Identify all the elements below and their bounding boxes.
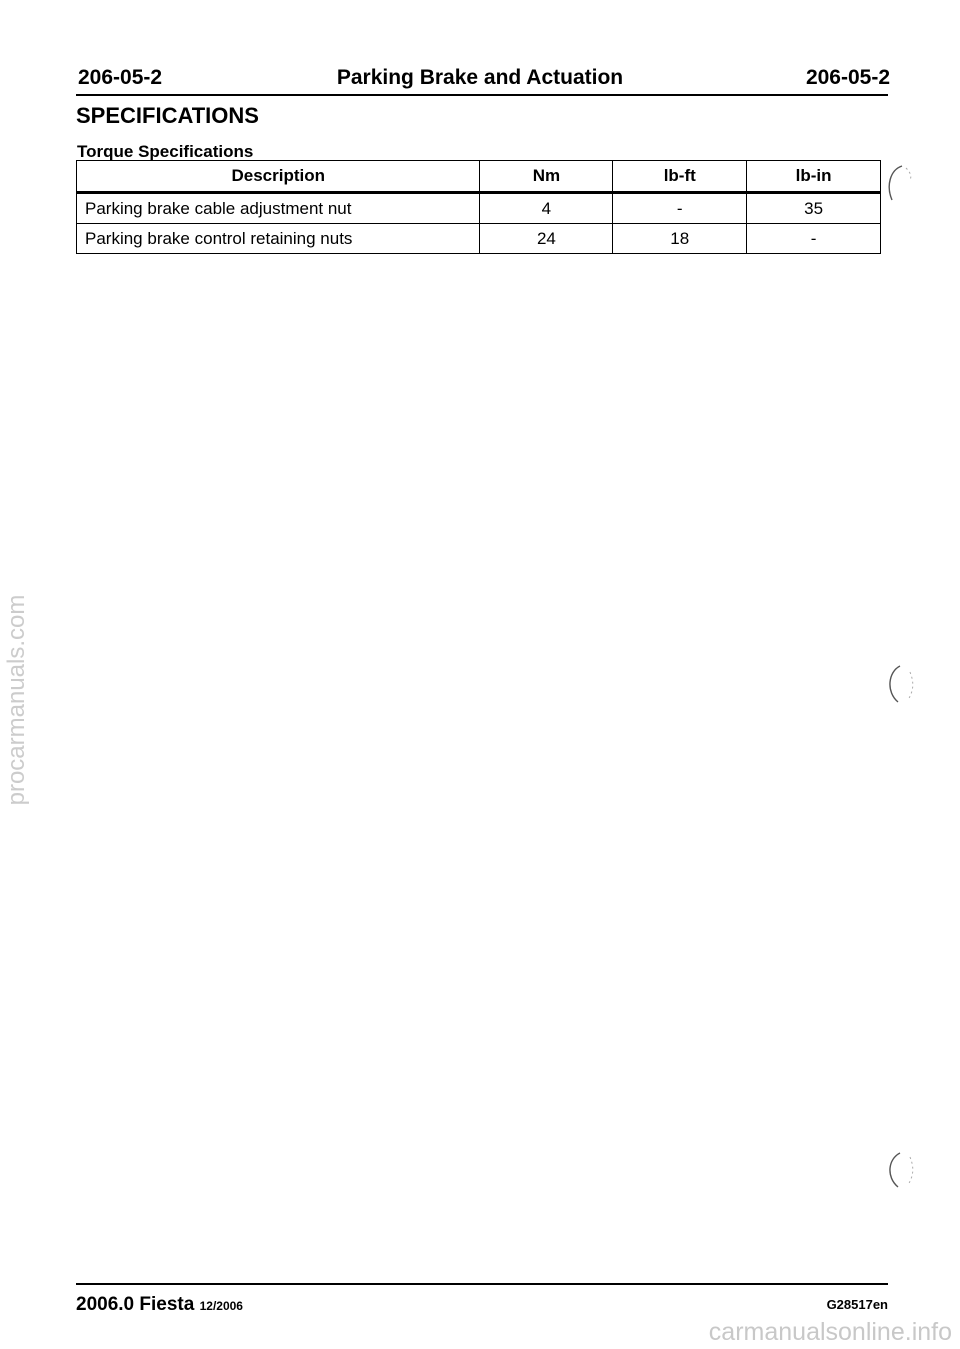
- cell-lb-ft: 18: [613, 224, 747, 254]
- table-row: [77, 224, 881, 254]
- table-header-row: [77, 161, 881, 193]
- header-right-code: 206-05-2: [805, 66, 890, 89]
- table-title: Torque Specifications: [77, 142, 254, 161]
- column-header-description: Description: [77, 161, 480, 193]
- torque-spec-table: [76, 160, 881, 254]
- header-title: Parking Brake and Actuation: [336, 66, 624, 89]
- header-left-code: 206-05-2: [78, 66, 163, 89]
- footer-rule: [76, 1283, 888, 1285]
- cell-nm: 4: [480, 193, 613, 224]
- cell-lb-ft: -: [613, 193, 747, 224]
- cell-nm: 24: [480, 224, 613, 254]
- cell-lb-in: 35: [747, 193, 881, 224]
- section-title: SPECIFICATIONS: [76, 103, 259, 128]
- binder-hole-mark: [880, 160, 920, 210]
- table-row: [77, 193, 881, 224]
- footer-doc-code: G28517en: [826, 1297, 888, 1312]
- watermark-bottom: carmanualsonline.info: [708, 1318, 952, 1346]
- binder-hole-mark: [880, 658, 920, 708]
- footer-model-name: 2006.0 Fiesta: [76, 1294, 195, 1315]
- cell-lb-in: -: [747, 224, 881, 254]
- footer-date: 12/2006: [199, 1299, 243, 1313]
- binder-hole-mark: [880, 1143, 920, 1193]
- header-rule: [76, 94, 888, 96]
- column-header-nm: Nm: [480, 161, 613, 193]
- column-header-lb-in: lb-in: [747, 161, 881, 193]
- cell-description: Parking brake control retaining nuts: [77, 224, 480, 254]
- watermark-side: procarmanuals.com: [3, 594, 30, 806]
- cell-description: Parking brake cable adjustment nut: [77, 193, 480, 224]
- footer-model: [76, 1294, 243, 1317]
- column-header-lb-ft: lb-ft: [613, 161, 747, 193]
